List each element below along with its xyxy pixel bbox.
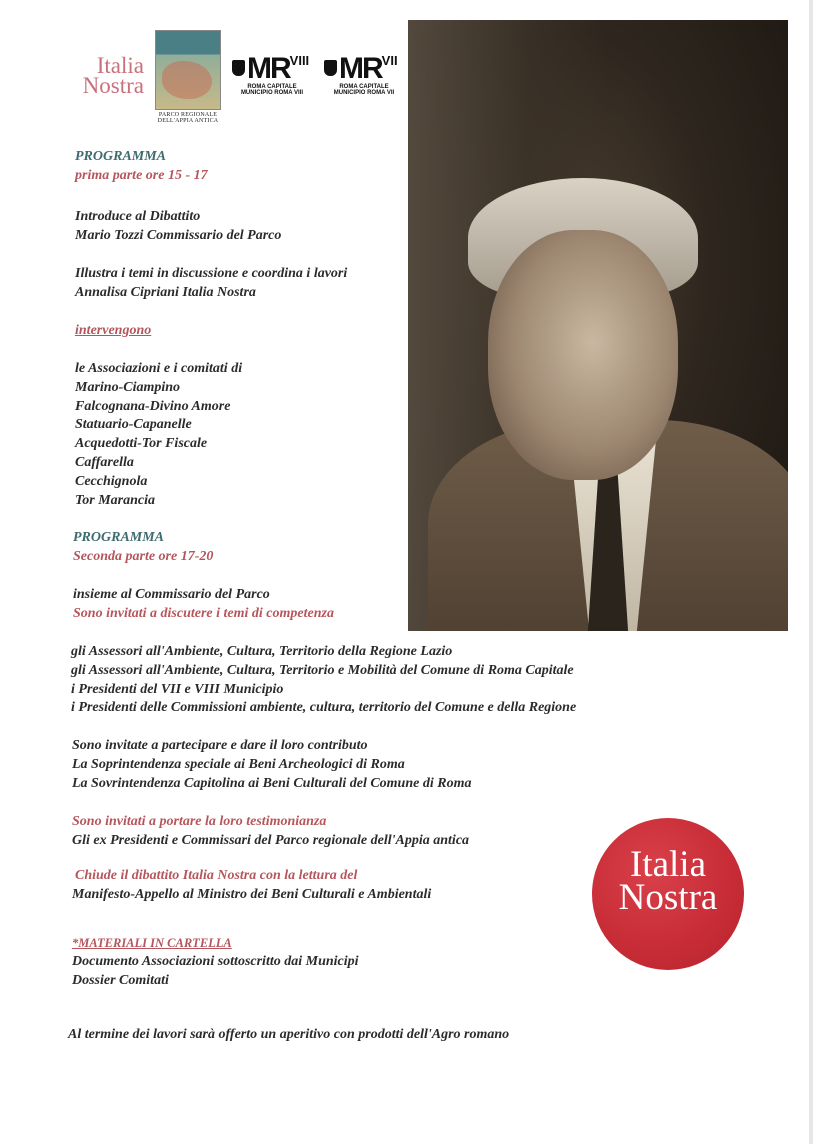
shield-icon [324, 60, 337, 76]
list-item: Caffarella [75, 454, 134, 470]
testimonianza-block [72, 813, 469, 851]
list-item: Cecchignola [75, 473, 148, 489]
mr-mark: MR [339, 52, 382, 85]
intro-block [75, 208, 281, 246]
list-item: Acquedotti-Tor Fiscale [75, 436, 208, 452]
logo-line1: Italia [96, 53, 144, 78]
part1-heading: PROGRAMMA [75, 149, 167, 164]
part2-heading: PROGRAMMA [73, 530, 165, 545]
materiali-block [72, 934, 359, 990]
italia-nostra-logo [62, 53, 144, 98]
intervengono-block [75, 322, 151, 341]
list-item: La Sovrintendenza Capitolina ai Beni Culturali del Comune di Roma [72, 775, 472, 791]
intervengono-label: intervengono [75, 323, 152, 338]
badge-line2: Nostra [618, 877, 718, 918]
part2-program [73, 529, 213, 567]
mr-mark: MR [247, 52, 290, 85]
list-item: Dossier Comitati [72, 972, 169, 988]
list-item: Sono invitate a partecipare e dare il loro contributo [72, 738, 368, 753]
illustra-line1: Illustra i temi in discussione e coordina i lavori [75, 266, 348, 281]
chiude-block [72, 867, 431, 905]
mr-numeral: VIII [289, 53, 310, 68]
part2-subheading: Seconda parte ore 17-20 [73, 548, 214, 564]
shield-icon [232, 60, 245, 76]
park-map-icon [155, 30, 221, 110]
park-caption-line2: DELL'APPIA ANTICA [157, 118, 219, 124]
chiude-line2: Manifesto-Appello al Ministro dei Beni Culturali e Ambientali [72, 886, 432, 902]
mr-sub1: ROMA CAPITALE [247, 84, 297, 90]
list-item: gli Assessori all'Ambiente, Cultura, Territorio della Regione Lazio [71, 644, 453, 659]
closing-line [68, 1026, 509, 1045]
park-caption [155, 112, 221, 124]
associations-block [75, 360, 242, 510]
assessori-block [71, 643, 576, 718]
logo-line2: Nostra [82, 73, 144, 98]
illustra-block [75, 265, 347, 303]
chiude-line1: Chiude il dibattito Italia Nostra con la lettura del [75, 868, 358, 883]
municipio-viii-logo [232, 54, 312, 98]
part1-subheading: prima parte ore 15 - 17 [75, 167, 208, 183]
list-item: i Presidenti del VII e VIII Municipio [71, 681, 284, 697]
associations-intro: le Associazioni e i comitati di [75, 361, 243, 376]
list-item: Documento Associazioni sottoscritto dai Municipi [72, 953, 359, 969]
list-item: i Presidenti delle Commissioni ambiente, cultura, territorio del Comune e della Regione [71, 700, 577, 716]
part1-program [75, 148, 208, 186]
mr-sub1: ROMA CAPITALE [339, 84, 389, 90]
list-item: gli Assessori all'Ambiente, Cultura, Territorio e Mobilità del Comune di Roma Capitale [71, 662, 574, 678]
badge-line1: Italia [629, 844, 706, 885]
list-item: Falcognana-Divino Amore [75, 398, 231, 414]
list-item: Tor Marancia [75, 492, 156, 508]
list-item: Marino-Ciampino [75, 379, 181, 395]
materiali-title: *MATERIALI IN CARTELLA [72, 936, 232, 950]
intro-line1: Introduce al Dibattito [75, 209, 201, 224]
mr-sub2: MUNICIPIO ROMA VII [333, 90, 395, 96]
list-item: Statuario-Capanelle [75, 417, 192, 433]
part2-invite [73, 586, 334, 624]
testimonianza-title: Sono invitati a portare la loro testimonianza [72, 814, 327, 829]
page-edge [809, 0, 813, 1144]
illustra-line2: Annalisa Cipriani Italia Nostra [75, 284, 256, 300]
portrait-photo [408, 20, 788, 631]
mr-numeral: VII [381, 53, 398, 68]
municipio-vii-logo [324, 54, 404, 98]
together-line: insieme al Commissario del Parco [73, 587, 270, 602]
testimonianza-text: Gli ex Presidenti e Commissari del Parco regionale dell'Appia antica [72, 832, 470, 848]
mr-sub2: MUNICIPIO ROMA VIII [240, 90, 304, 96]
invited-line: Sono invitati a discutere i temi di competenza [73, 605, 334, 621]
italia-nostra-badge [592, 818, 744, 970]
soprintendenze-block [72, 737, 471, 793]
park-logo [155, 30, 221, 124]
closing-text: Al termine dei lavori sarà offerto un aperitivo con prodotti dell'Agro romano [68, 1027, 510, 1042]
park-caption-line1: PARCO REGIONALE [158, 112, 218, 118]
list-item: La Soprintendenza speciale ai Beni Archeologici di Roma [72, 756, 405, 772]
intro-line2: Mario Tozzi Commissario del Parco [75, 227, 282, 243]
